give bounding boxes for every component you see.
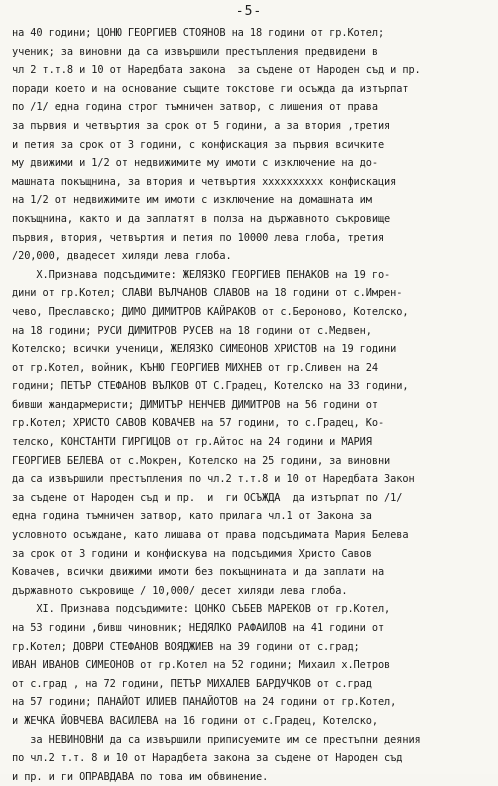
text-line: по /1/ една година строг тъмничен затвор, с лишения от права xyxy=(12,101,378,114)
text-line: от гр.Котел, войник, КЪНЮ ГЕОРГИЕВ МИХНЕВ от гр.Сливен на 24 xyxy=(12,361,378,374)
text-line: чево, Преславско; ДИМО ДИМИТРОВ КАЙРАКОВ от с.Бероново, Котелско, xyxy=(12,305,409,318)
text-line: и петия за срок от 3 години, с конфискация за първия всичките xyxy=(12,138,385,151)
text-line: на 53 години ,бивш чиновник; НЕДЯЛКО РАФАИЛОВ на 41 години от xyxy=(12,622,385,634)
page-number: -5- xyxy=(235,4,263,19)
text-line: Ковачев, всички движими имоти без покъщнината и да заплати на xyxy=(12,566,385,579)
verdict-text xyxy=(12,24,490,786)
text-line: на 1/2 от недвижимите им имоти с изключение на домашната им xyxy=(12,194,372,207)
text-line: ГЕОРГИЕВ БЕЛЕВА от с.Мокрен, Котелско на 25 години, за виновни xyxy=(12,454,391,467)
text-line: да са извършили престъпления по чл.2 т.т.8 и 10 от Наредбата Закон xyxy=(12,473,415,486)
text-line: и пр. и ги ОПРАВДАВА по това им обвинение. xyxy=(12,770,269,783)
text-line: за срок от 3 години и конфискува на подсъдимия Христо Савов xyxy=(12,547,372,560)
text-line: на 40 години; ЦОНЮ ГЕОРГИЕВ СТОЯНОВ на 18 години от гр.Котел; xyxy=(12,27,385,39)
text-line: за НЕВИНОВНИ да са извършили приписуемите им се престъпни деяния xyxy=(12,733,421,746)
text-line: ученик; за виновни да са извършили престъпления предвидени в xyxy=(12,45,378,58)
text-line: условното осъждане, като лишава от права подсъдимата Мария Белева xyxy=(12,529,409,542)
section-x-heading-line: Х.Признава подсъдимите: ЖЕЛЯЗКО ГЕОРГИЕВ ПЕНАКОВ на 19 го- xyxy=(12,268,391,281)
text-line: за първия и четвъртия за срок от 5 години, а за втория ,третия xyxy=(12,119,391,132)
text-line: дини от гр.Котел; СЛАВИ ВЪЛЧАНОВ СЛАВОВ на 18 години от с.Имрен- xyxy=(12,287,403,300)
text-line: телско, КОНСТАНТИ ГИРГИЦОВ от гр.Айтос на 24 години и МАРИЯ xyxy=(12,436,372,449)
section-xi-heading-line: ХІ. Признава подсъдимите: ЦОНКО СЪБЕВ МАРЕКОВ от гр.Котел, xyxy=(12,603,391,616)
text-line: /20,000, двадесет хиляди лева глоба. xyxy=(12,250,232,263)
text-line: Котелско; всички ученици, ЖЕЛЯЗКО СИМЕОНОВ ХРИСТОВ на 19 години xyxy=(12,343,397,356)
text-line: машната покъщнина, за втория и четвъртия хххххххххх конфискация xyxy=(12,175,397,188)
text-line: поради което и на основание същите токстове ги осъжда да изтърпат xyxy=(12,82,409,95)
text-line: ИВАН ИВАНОВ СИМЕОНОВ от гр.Котел на 52 години; Михаил х.Петров xyxy=(12,659,391,672)
text-line: от с.град , на 72 години, ПЕТЪР МИХАЛЕВ БАРДУЧКОВ от с.град xyxy=(12,677,372,690)
text-line: бивши жандармеристи; ДИМИТЪР НЕНЧЕВ ДИМИТРОВ на 56 години от xyxy=(12,398,378,411)
text-line: гр.Котел; ДОВРИ СТЕФАНОВ ВОЯДЖИЕВ на 39 години от с.град; xyxy=(12,640,360,653)
text-line: за съдене от Народен съд и пр. и ги ОСЪЖДА да изтърпат по /1/ xyxy=(12,491,403,504)
text-line: държавното съкровище / 10,000/ десет хиляди лева глоба. xyxy=(12,584,348,597)
text-line: чл 2 т.т.8 и 10 от Наредбата закона за съдене от Народен съд и пр. xyxy=(12,64,421,77)
text-line: и ЖЕЧКА ЙОВЧЕВА ВАСИЛЕВА на 16 години от с.Градец, Котелско, xyxy=(12,714,378,727)
text-line: гр.Котел; ХРИСТО САВОВ КОВАЧЕВ на 57 години, то с.Градец, Ко- xyxy=(12,417,385,430)
text-line: години; ПЕТЪР СТЕФАНОВ ВЪЛКОВ ОТ С.Градец, Котелско на 33 години, xyxy=(12,380,409,393)
text-line: на 18 години; РУСИ ДИМИТРОВ РУСЕВ на 18 години от с.Медвен, xyxy=(12,324,372,337)
text-line: на 57 години; ПАНАЙОТ ИЛИЕВ ПАНАЙОТОВ на 24 години от гр.Котел, xyxy=(12,696,397,709)
text-line: първия, втория, четвъртия и петия по 10000 лева глоба, третия xyxy=(12,231,385,244)
text-line: по чл.2 т.т. 8 и 10 от Нарадбета закона за съдене от Народен съд xyxy=(12,752,403,765)
text-line: една година тъмничен затвор, като прилага чл.1 от Закона за xyxy=(12,510,372,523)
text-line: му движими и 1/2 от недвижимите му имоти с изключение на до- xyxy=(12,157,378,170)
text-line: покъщнина, както и да заплатят в полза на държавното съкровище xyxy=(12,212,391,225)
